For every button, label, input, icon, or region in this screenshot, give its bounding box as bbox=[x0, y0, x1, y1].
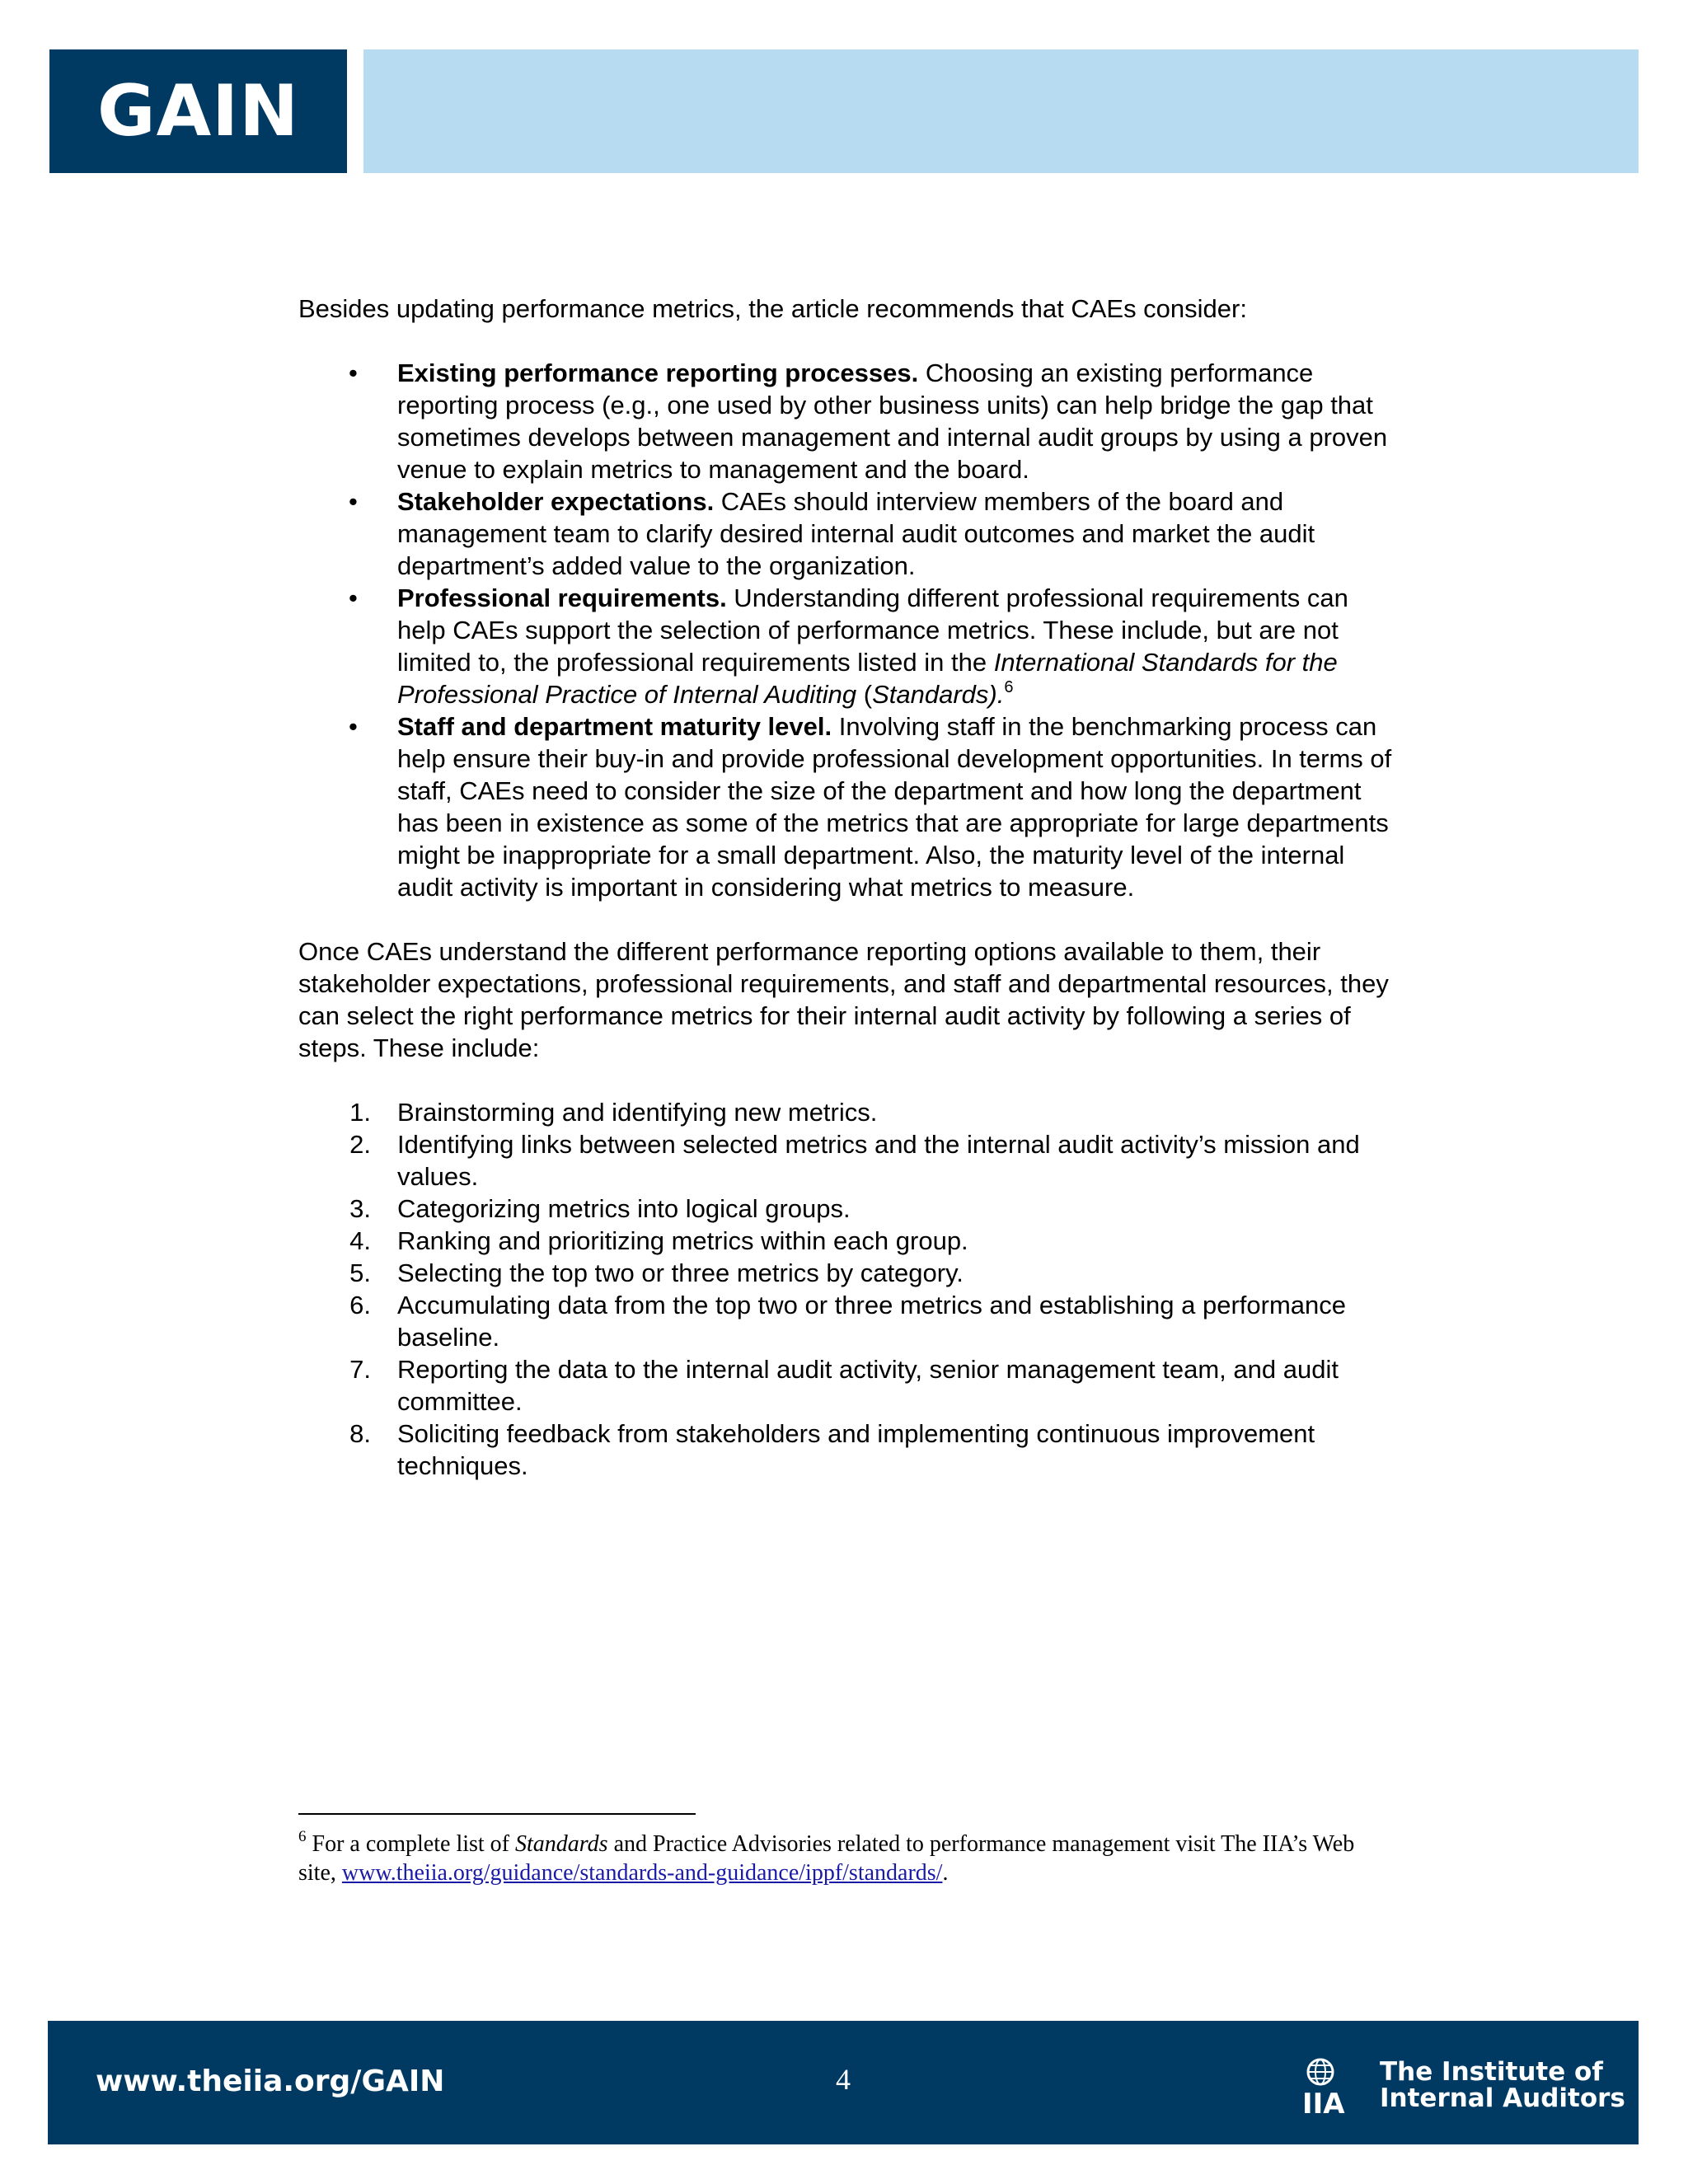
item-title: Professional requirements. bbox=[397, 583, 727, 612]
step-number: 1. bbox=[349, 1098, 371, 1127]
footnote bbox=[298, 1827, 1395, 1887]
considerations-list bbox=[298, 357, 1395, 903]
globe-icon bbox=[1302, 2055, 1370, 2115]
footer-url[interactable]: www.theiia.org/GAIN bbox=[96, 2064, 445, 2098]
step-number: 7. bbox=[349, 1355, 371, 1384]
list-item bbox=[298, 485, 1395, 582]
step-text: Reporting the data to the internal audit activity, senior management team, and audit committee. bbox=[397, 1355, 1339, 1416]
gain-logo: GAIN bbox=[49, 49, 347, 173]
footnote-text: For a complete list of bbox=[306, 1831, 516, 1857]
steps-intro-paragraph: Once CAEs understand the different performance reporting options available to them, their stakeholder expectations, professional requirements, and staff and departmental resources, they can select the right performance metrics for their internal audit activity by following a series of steps. These include: bbox=[298, 937, 1389, 1062]
step-text: Accumulating data from the top two or three metrics and establishing a performance baseline. bbox=[397, 1291, 1347, 1352]
step-text: Categorizing metrics into logical groups. bbox=[397, 1194, 851, 1223]
step-text: Soliciting feedback from stakeholders and implementing continuous improvement techniques. bbox=[397, 1419, 1315, 1480]
item-title: Staff and department maturity level. bbox=[397, 712, 832, 741]
item-text: CAEs should interview members of the board and management team to clarify desired internal audit outcomes and market the audit department’s added value to the organization. bbox=[397, 487, 1315, 580]
page-number: 4 bbox=[836, 2063, 851, 2096]
footnote-ref[interactable]: 6 bbox=[1004, 677, 1014, 696]
iia-logo-text bbox=[1380, 2059, 1625, 2111]
list-item bbox=[298, 1353, 1395, 1418]
list-item bbox=[298, 582, 1395, 710]
bullet-icon: • bbox=[349, 712, 358, 741]
bullet-icon: • bbox=[349, 359, 358, 387]
step-number: 5. bbox=[349, 1258, 371, 1287]
bullet-icon: • bbox=[349, 583, 358, 612]
step-number: 3. bbox=[349, 1194, 371, 1223]
step-text: Identifying links between selected metrics and the internal audit activity’s mission and values. bbox=[397, 1130, 1360, 1191]
list-item bbox=[298, 1257, 1395, 1289]
list-item bbox=[298, 1289, 1395, 1353]
intro-paragraph: Besides updating performance metrics, the article recommends that CAEs consider: bbox=[298, 294, 1247, 323]
steps-list bbox=[298, 1096, 1395, 1482]
standards-title: International Standards for the Professional Practice of Internal Auditing bbox=[397, 648, 1338, 709]
main-content bbox=[298, 293, 1395, 1482]
item-title: Stakeholder expectations. bbox=[397, 487, 715, 516]
list-item bbox=[298, 1193, 1395, 1225]
item-title: Existing performance reporting processes. bbox=[397, 359, 919, 387]
item-text: Understanding different professional requirements can help CAEs support the selection of performance metrics. These include, but are not limited to, the professional requirements listed in the bbox=[397, 583, 1348, 677]
item-text: Involving staff in the benchmarking process can help ensure their buy-in and provide professional development opportunities. In terms of staff, CAEs need to consider the size of the department and how long the department has been in existence as some of the metrics that are appropriate for large departments might be inappropriate for a small department. Also, the maturity level of the internal audit activity is important in considering what metrics to measure. bbox=[397, 712, 1392, 902]
list-item bbox=[298, 1128, 1395, 1193]
footnote-end: . bbox=[942, 1860, 949, 1886]
iia-logo bbox=[1302, 2055, 1625, 2115]
step-text: Ranking and prioritizing metrics within each group. bbox=[397, 1226, 968, 1255]
list-item bbox=[298, 1096, 1395, 1128]
list-item bbox=[298, 710, 1395, 903]
iia-monogram: IIA bbox=[1302, 2088, 1345, 2115]
paren-open: ( bbox=[856, 680, 873, 709]
iia-logo-line2: Internal Auditors bbox=[1380, 2083, 1625, 2113]
list-item bbox=[298, 1418, 1395, 1482]
footnote-divider bbox=[298, 1813, 696, 1815]
list-item bbox=[298, 1225, 1395, 1257]
header-band bbox=[363, 49, 1639, 173]
step-number: 2. bbox=[349, 1130, 371, 1159]
item-text: Choosing an existing performance reporting process (e.g., one used by other business units) can help bridge the gap that sometimes develops between management and internal audit groups by using a proven venue to explain metrics to management and the board. bbox=[397, 359, 1388, 484]
step-text: Selecting the top two or three metrics by category. bbox=[397, 1258, 964, 1287]
standards-short: Standards). bbox=[872, 680, 1005, 709]
list-item bbox=[298, 357, 1395, 485]
footnote-text: and Practice Advisories related to performance management visit The IIA’s Web site, bbox=[298, 1831, 1355, 1886]
bullet-icon: • bbox=[349, 487, 358, 516]
step-text: Brainstorming and identifying new metrics. bbox=[397, 1098, 878, 1127]
step-number: 8. bbox=[349, 1419, 371, 1448]
footnote-italic: Standards bbox=[515, 1831, 608, 1857]
footnote-number: 6 bbox=[298, 1827, 307, 1845]
standards-link[interactable]: www.theiia.org/guidance/standards-and-guidance/ippf/standards/ bbox=[341, 1860, 943, 1886]
step-number: 6. bbox=[349, 1291, 371, 1319]
step-number: 4. bbox=[349, 1226, 371, 1255]
iia-logo-line1: The Institute of bbox=[1380, 2057, 1603, 2087]
footer-bar bbox=[48, 2021, 1639, 2144]
